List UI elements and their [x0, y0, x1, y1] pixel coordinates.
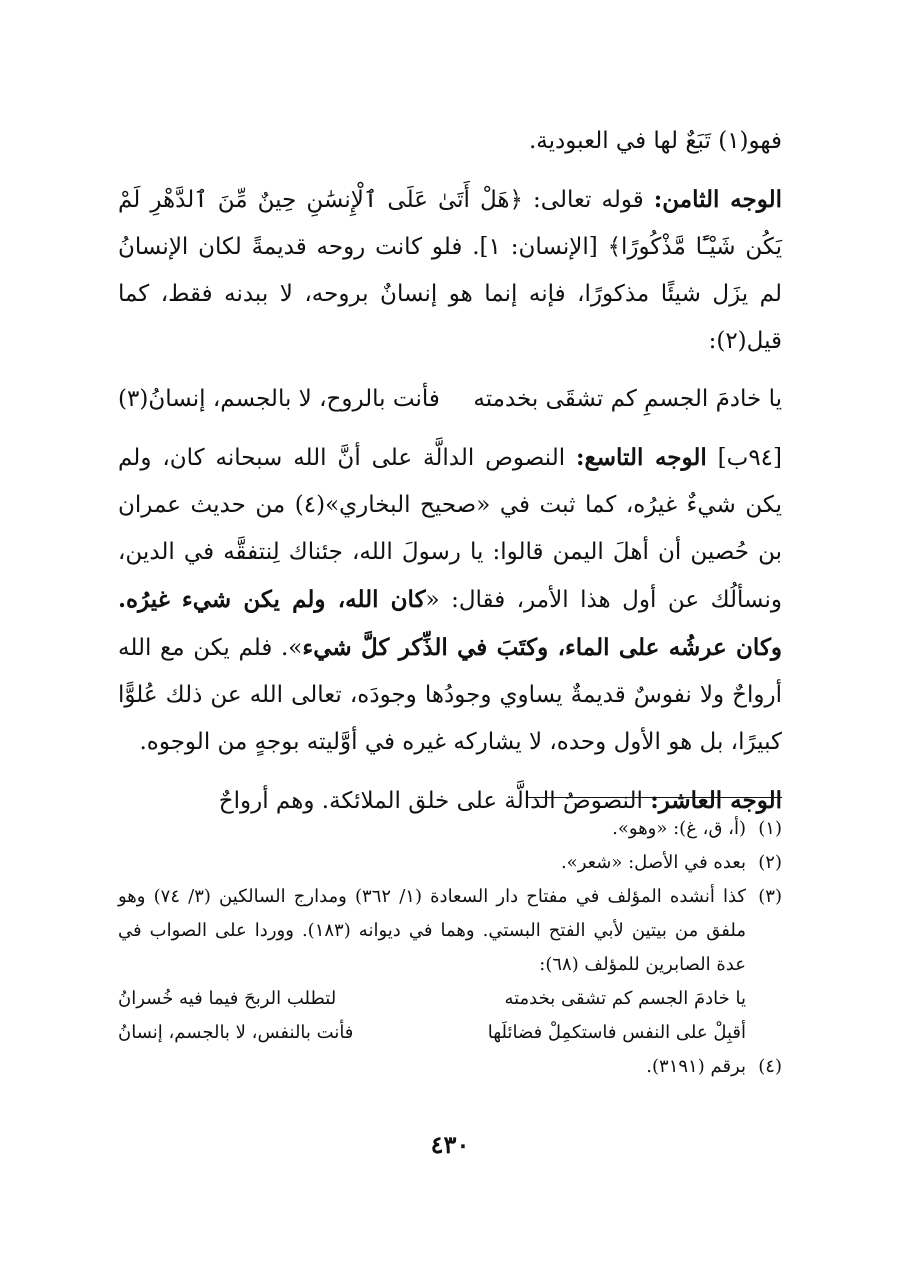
verse-second-hemistich: فأنت بالروح، لا بالجسم، إنسانُ(٣) — [118, 386, 440, 412]
ninth-aspect-heading: الوجه التاسع: — [576, 444, 707, 471]
paragraph-ninth-aspect — [118, 434, 782, 766]
verse-first-hemistich: يا خادمَ الجسمِ كم تشقَى بخدمته — [473, 386, 782, 412]
footnote-text: برقم (٣١٩١). — [646, 1056, 746, 1077]
footnote-verse-1 — [118, 982, 782, 1016]
footnote-text: (أ، ق، غ): «وهو». — [612, 818, 746, 839]
footnotes — [118, 812, 782, 1084]
footnote-3 — [118, 880, 782, 982]
hadith-quote: كان الله، ولم يكن شيء غيرُه. وكان عرشُه على الماء، وكتَبَ في الذِّكر كلَّ شيء — [118, 586, 782, 661]
footnote-verse-first: يا خادمَ الجسم كم تشقى بخدمته — [504, 988, 746, 1009]
footnote-2 — [118, 846, 782, 880]
footnote-4 — [118, 1050, 782, 1084]
footnote-text: كذا أنشده المؤلف في مفتاح دار السعادة (١/ ٣٦٢) ومدارج السالكين (٣/ ٧٤) وهو ملفق من بيتين لأبي الفتح البستي. وهما في ديوانه (١٨٣). ووردا على الصواب في عدة الصابرين للمؤلف (٦٨): — [118, 886, 747, 975]
footnote-divider — [527, 797, 782, 798]
paragraph-eighth-aspect — [118, 176, 782, 365]
manuscript-ref: [٩٤ب] — [706, 445, 783, 471]
footnote-1 — [118, 812, 782, 846]
page-number: ٤٣٠ — [430, 1130, 470, 1159]
footnote-number: (٢) — [758, 852, 782, 873]
tenth-aspect-text: النصوصُ الدالَّة على خلق الملائكة. وهم أرواحٌ — [218, 788, 651, 814]
tenth-aspect-heading: الوجه العاشر: — [650, 787, 782, 814]
eighth-aspect-text: قوله تعالى: ﴿هَلْ أَتَىٰ عَلَى ٱلْإِنسَٰنِ حِينٌ مِّنَ ٱلدَّهْرِ لَمْ يَكُن شَيْـًٔا مَّذْكُورًا﴾ [الإنسان: ١]. فلو كانت روحه قديمةً لكان الإنسانُ لم يزَل شيئًا مذكورًا، فإنه إنما هو إنسانٌ بروحه، لا ببدنه فقط، كما قيل(٢): — [118, 187, 782, 354]
footnote-number: (١) — [758, 818, 782, 839]
footnote-number: (٤) — [758, 1056, 782, 1077]
footnote-verse-second: لتطلب الربحَ فيما فيه خُسرانُ — [118, 988, 337, 1009]
eighth-aspect-heading: الوجه الثامن: — [653, 186, 782, 213]
footnote-text: بعده في الأصل: «شعر». — [560, 852, 746, 873]
footnote-number: (٣) — [758, 886, 782, 907]
ninth-aspect-text-a: النصوص الدالَّة على أنَّ الله سبحانه كان، ولم يكن شيءٌ غيرُه، كما ثبت في «صحيح البخاري»(٤) من حديث عمران بن حُصين أن أهلَ اليمن قالوا: يا رسولَ الله، جئناك لِنتفقَّه في الدين، ونسألُك عن أول هذا الأمر، فقال: « — [118, 445, 782, 613]
footnote-verse-2 — [118, 1016, 782, 1050]
main-text — [118, 118, 782, 825]
ninth-aspect-text-b: ». فلم يكن مع الله أرواحٌ ولا نفوسٌ قديمةٌ يساوي وجودُها وجودَه، تعالى الله عن ذلك عُلوًّا كبيرًا، بل هو الأول وحده، لا يشاركه غيره في أوَّليته بوجهٍ من الوجوه. — [118, 635, 782, 755]
footnote-verse-first: أقبِلْ على النفس فاستكمِلْ فضائلَها — [487, 1022, 746, 1043]
footnote-verse-second: فأنت بالنفس، لا بالجسم، إنسانُ — [118, 1022, 354, 1043]
poem-verse — [118, 376, 782, 423]
paragraph-intro: فهو(١) تَبَعٌ لها في العبودية. — [529, 128, 782, 154]
